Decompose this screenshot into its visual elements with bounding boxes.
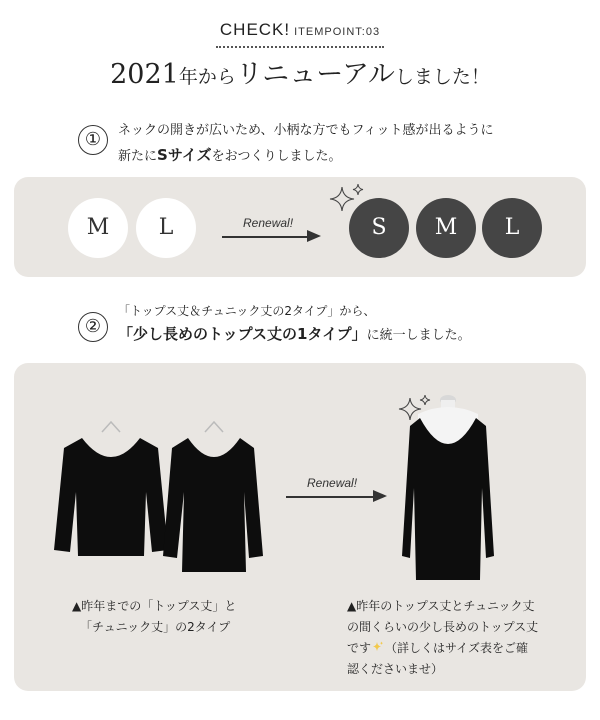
point1-line2-suffix: をおつくりしました。 bbox=[211, 149, 342, 164]
headline-shimashita: しました！ bbox=[394, 66, 490, 88]
point2-line2 bbox=[118, 322, 588, 348]
headline-nen: 年 bbox=[178, 66, 198, 88]
new-size-l: L bbox=[482, 198, 542, 258]
left-caption-line2: 「チュニック丈」の2タイプ bbox=[80, 620, 231, 634]
point2-line2-emphasis: 少し長めのトップス丈の1タイプ bbox=[133, 325, 352, 343]
right-caption-line4: 認くださいませ） bbox=[347, 662, 444, 676]
tunic-length-image bbox=[160, 418, 264, 576]
check-badge bbox=[216, 20, 384, 48]
sparkle-icon bbox=[372, 641, 384, 653]
left-caption-line1: ▲昨年までの「トップス丈」と bbox=[72, 599, 237, 613]
right-caption bbox=[347, 596, 575, 680]
left-caption bbox=[72, 596, 282, 638]
arrow-right-icon bbox=[307, 230, 321, 242]
arrow-right-icon bbox=[373, 490, 387, 502]
point2-number: ② bbox=[78, 312, 108, 342]
headline-renewal: リニューアル bbox=[235, 59, 395, 90]
size-renewal-label: Renewal! bbox=[243, 216, 294, 230]
itempoint-label: ITEMPOINT:03 bbox=[294, 26, 381, 38]
tops-length-image bbox=[52, 418, 170, 560]
right-caption-detail: （詳しくはサイズ表をご確 bbox=[385, 641, 529, 655]
check-header bbox=[0, 20, 600, 48]
point1-line2-emphasis: Sサイズ bbox=[157, 146, 212, 164]
right-caption-line2: の間くらいの少し長めのトップス丈 bbox=[347, 620, 539, 634]
product-renewal-line bbox=[286, 496, 376, 498]
size-renewal-line bbox=[222, 236, 310, 238]
headline-year: 2021 bbox=[110, 59, 179, 90]
point2-close-bracket: 」 bbox=[351, 325, 367, 343]
point1-line2-prefix: 新たに bbox=[118, 149, 158, 164]
new-size-m: M bbox=[416, 198, 476, 258]
new-size-s: S bbox=[349, 198, 409, 258]
mannequin-image bbox=[398, 388, 498, 583]
right-caption-desu: です bbox=[347, 641, 372, 655]
point2-line1: 「トップス丈＆チュニック丈の2タイプ」から、 bbox=[118, 304, 376, 318]
old-size-m: M bbox=[68, 198, 128, 258]
point1-number: ① bbox=[78, 125, 108, 155]
point2-open-bracket: 「 bbox=[118, 325, 134, 343]
headline-kara: から bbox=[197, 66, 236, 88]
right-caption-line3 bbox=[347, 638, 575, 659]
point2-text bbox=[118, 300, 588, 348]
point1-line1: ネックの開きが広いため、小柄な方でもフィット感が出るように bbox=[118, 123, 494, 138]
old-size-l: L bbox=[136, 198, 196, 258]
point1-line2 bbox=[118, 143, 578, 169]
product-renewal-label: Renewal! bbox=[307, 476, 358, 490]
point2-line2-suffix: に統一しました。 bbox=[366, 328, 471, 343]
headline bbox=[0, 52, 600, 91]
point1-text bbox=[118, 119, 578, 169]
check-label: CHECK! bbox=[219, 20, 291, 39]
right-caption-line1: ▲昨年のトップス丈とチュニック丈 bbox=[347, 599, 535, 613]
